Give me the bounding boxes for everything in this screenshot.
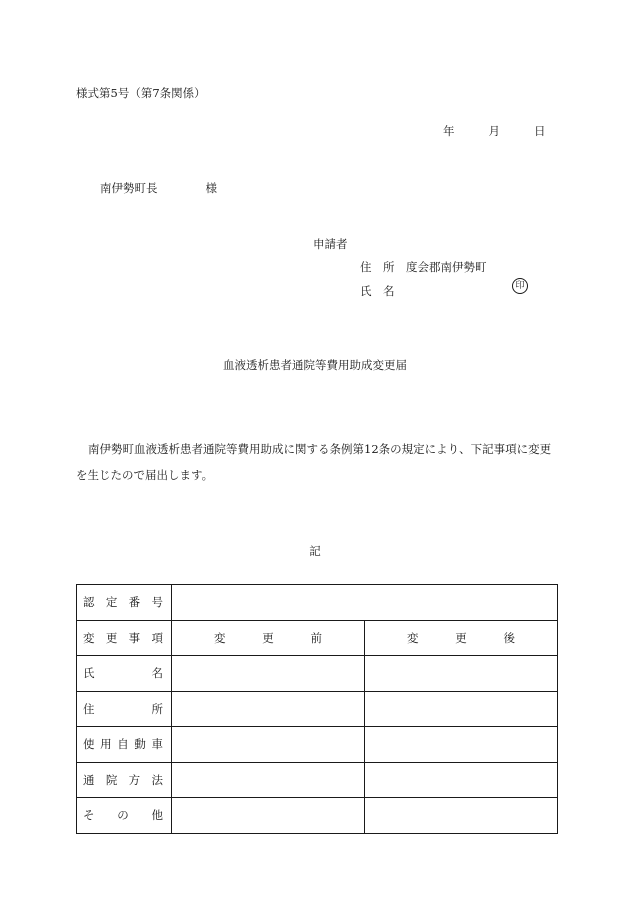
body-text: 南伊勢町血液透析患者通院等費用助成に関する条例第12条の規定により、下記事項に変更を生じたので届出します。: [76, 442, 552, 482]
value-before-field[interactable]: [172, 727, 365, 763]
row-label-cell: [77, 727, 172, 763]
value-after-field[interactable]: [365, 727, 558, 763]
certification-number-field[interactable]: [172, 585, 558, 621]
change-table: [76, 584, 558, 834]
header-char: 後: [503, 630, 515, 645]
applicant-label: 申請者: [313, 237, 348, 251]
header-before: [172, 620, 365, 656]
row-label-char: 号: [151, 595, 163, 610]
date-line: [443, 123, 546, 139]
row-label: [77, 630, 171, 646]
row-label-cell: [77, 585, 172, 621]
row-label-char: の: [117, 808, 129, 823]
table-row: [77, 585, 558, 621]
row-label-char: 住: [83, 701, 95, 716]
addressee: [100, 180, 217, 196]
address-label: 住 所: [360, 260, 395, 274]
row-label-cell: [77, 762, 172, 798]
row-label-char: 番: [128, 595, 141, 610]
header-char: 変: [407, 630, 419, 645]
row-label-char: 認: [83, 595, 95, 610]
row-label-char: 他: [151, 808, 163, 823]
table-row: [77, 656, 558, 692]
row-label: [77, 807, 171, 823]
value-before-field[interactable]: [172, 656, 365, 692]
row-label-char: 通: [83, 772, 95, 787]
table-row: [77, 727, 558, 763]
row-label-char: 院: [105, 772, 118, 787]
ki-marker: 記: [309, 544, 321, 558]
row-label-char: 名: [151, 666, 163, 681]
addressee-name: 南伊勢町長: [100, 181, 158, 195]
value-before-field[interactable]: [172, 691, 365, 727]
row-label: [77, 701, 171, 717]
row-label: [77, 772, 171, 788]
table-row: [77, 798, 558, 834]
row-label-char: そ: [83, 808, 95, 823]
value-before-field[interactable]: [172, 798, 365, 834]
applicant-address-row[interactable]: [360, 259, 487, 275]
form-number: 様式第5号（第7条関係）: [76, 86, 206, 100]
document-title: 血液透析患者通院等費用助成変更届: [223, 358, 407, 372]
date-year-field[interactable]: 年: [443, 124, 455, 138]
row-label: [77, 665, 171, 681]
row-label-char: 使: [83, 737, 95, 752]
row-label-char: 用: [100, 737, 112, 752]
row-label-char: 車: [151, 737, 163, 752]
name-label: 氏 名: [360, 284, 395, 298]
addressee-honorific: 様: [205, 181, 217, 195]
header-char: 更: [455, 630, 467, 645]
header-char: 更: [262, 630, 274, 645]
value-after-field[interactable]: [365, 762, 558, 798]
header-char: 変: [214, 630, 226, 645]
row-label-char: 定: [105, 595, 118, 610]
header-before-text: [172, 630, 364, 646]
value-before-field[interactable]: [172, 762, 365, 798]
row-label-cell: [77, 691, 172, 727]
row-label-char: 事: [128, 630, 141, 645]
row-label-char: 変: [83, 630, 95, 645]
row-label: [77, 594, 171, 610]
row-label-cell: [77, 798, 172, 834]
date-month-field[interactable]: 月: [488, 124, 500, 138]
table-row: [77, 762, 558, 798]
row-label-char: 項: [151, 630, 163, 645]
row-label-char: 方: [128, 772, 141, 787]
row-label-cell: [77, 656, 172, 692]
value-after-field[interactable]: [365, 691, 558, 727]
value-after-field[interactable]: [365, 656, 558, 692]
row-label-char: 動: [134, 737, 146, 752]
header-after-text: [365, 630, 557, 646]
applicant-name-row[interactable]: [360, 283, 395, 299]
header-char: 前: [310, 630, 322, 645]
row-label-char: 法: [151, 772, 163, 787]
value-after-field[interactable]: [365, 798, 558, 834]
row-label-char: 所: [151, 701, 163, 716]
row-label: [77, 736, 171, 752]
row-label-cell: [77, 620, 172, 656]
row-label-char: 更: [105, 630, 118, 645]
address-value: 度会郡南伊勢町: [406, 260, 487, 274]
header-after: [365, 620, 558, 656]
table-row: [77, 620, 558, 656]
seal-mark: 印: [512, 278, 528, 294]
row-label-char: 自: [117, 737, 129, 752]
table-row: [77, 691, 558, 727]
date-day-field[interactable]: 日: [534, 124, 546, 138]
row-label-char: 氏: [83, 666, 95, 681]
